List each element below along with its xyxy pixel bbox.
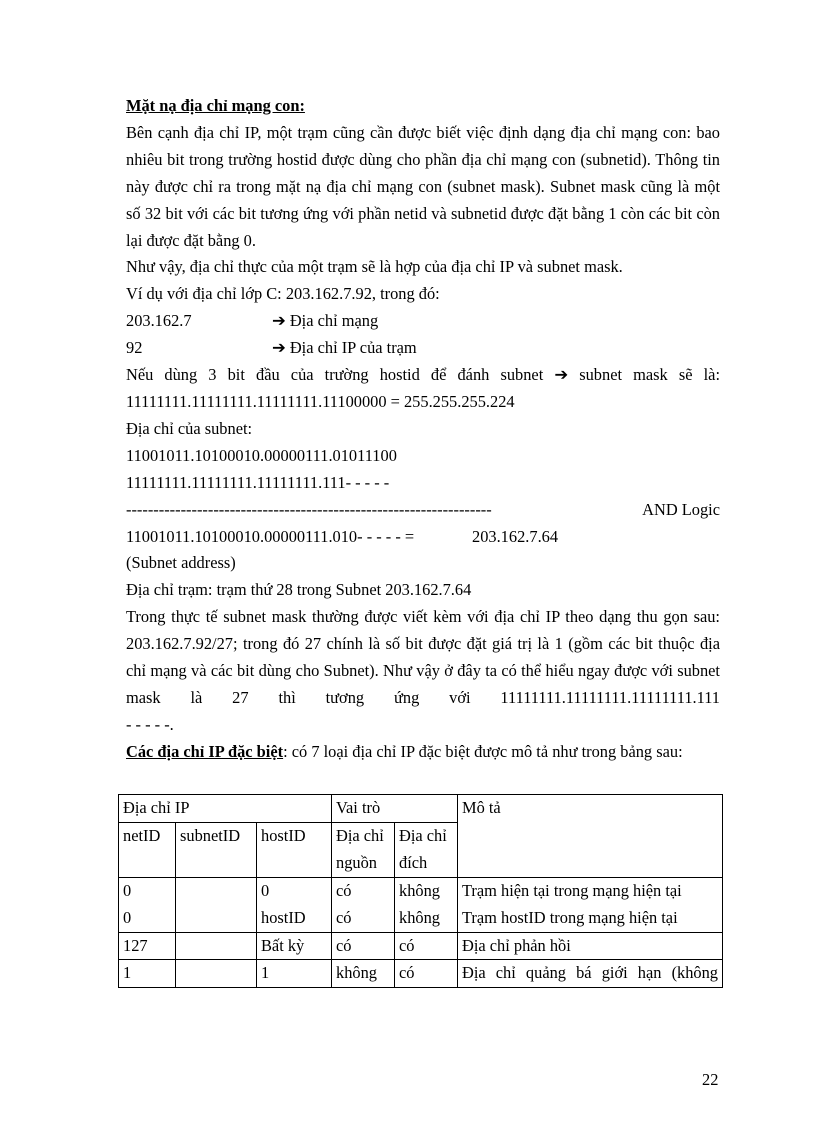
binary-result-row bbox=[126, 524, 720, 551]
cell-desc: Địa chỉ quảng bá giới hạn (không bbox=[458, 960, 723, 988]
cell-subnetid bbox=[176, 877, 257, 904]
arrow-right-icon: ➔ bbox=[272, 311, 286, 331]
paragraph-cidr-tail: - - - - -. bbox=[126, 714, 174, 734]
cell-src: có bbox=[332, 877, 395, 904]
paragraph-subnet-intro: Bên cạnh địa chỉ IP, một trạm cũng cần được biết việc định dạng địa chỉ mạng con: bao nhiêu bit trong trường hostid được dùng cho phần địa chỉ mạng con (subnetid). Thông tin này được chỉ ra trong mặt nạ địa chỉ mạng con (subnet mask). Subnet mask cũng là một số 32 bit với các bit tương ứng với phần netid và subnetid được đặt bằng 1 còn các bit còn lại được đặt bằng 0. bbox=[126, 122, 720, 250]
cell-netid: 0 bbox=[119, 905, 176, 932]
table-row bbox=[119, 960, 723, 988]
and-logic-label: AND Logic bbox=[642, 499, 720, 519]
cell-src: có bbox=[332, 932, 395, 960]
table-row bbox=[119, 877, 723, 904]
example-left: 92 bbox=[126, 338, 143, 358]
example-row-network bbox=[126, 308, 720, 335]
paragraph-cidr: Trong thực tế subnet mask thường được viết kèm với địa chỉ IP theo dạng thu gọn sau: 203.162.7.92/27; trong đó 27 chính là số bit được đặt giá trị là 1 (gồm các bit thuộc địa chỉ mạng và các bit dùng cho Subnet). Như vậy ở đây ta có thể hiểu ngay được với subnet mask là 27 thì tương ứng với 11111111.11111111.11111111.111 bbox=[126, 607, 720, 707]
and-logic-row bbox=[126, 497, 720, 524]
paragraph-example-intro: Ví dụ với địa chỉ lớp C: 203.162.7.92, trong đó: bbox=[126, 284, 440, 304]
example-right: Địa chỉ IP của trạm bbox=[289, 338, 417, 358]
table-header-netid: netID bbox=[119, 822, 176, 877]
paragraph-real-address: Như vậy, địa chỉ thực của một trạm sẽ là hợp của địa chỉ IP và subnet mask. bbox=[126, 257, 623, 277]
cell-netid: 127 bbox=[119, 932, 176, 960]
table-header-ip: Địa chỉ IP bbox=[119, 795, 332, 823]
cell-subnetid bbox=[176, 960, 257, 988]
page-number: 22 bbox=[702, 1070, 719, 1089]
cell-src: không bbox=[332, 960, 395, 988]
subnet-bits-text: Nếu dùng 3 bit đầu của trường hostid để đánh subnet bbox=[126, 365, 544, 385]
cell-desc: Trạm hostID trong mạng hiện tại bbox=[458, 905, 723, 932]
table-header-dst: Địa chỉ đích bbox=[395, 822, 458, 877]
section-heading-subnet-mask: Mặt nạ địa chỉ mạng con: bbox=[126, 96, 305, 115]
binary-mask: 11111111.11111111.11111111.111- - - - - bbox=[126, 472, 390, 492]
cell-hostid: 0 bbox=[257, 877, 332, 904]
table-header-desc: Mô tả bbox=[458, 795, 723, 878]
cell-netid: 0 bbox=[119, 877, 176, 904]
cell-subnetid bbox=[176, 932, 257, 960]
paragraph-special-ip bbox=[126, 739, 720, 766]
table-row bbox=[119, 932, 723, 960]
cell-dst: không bbox=[395, 877, 458, 904]
binary-result: 11001011.10100010.00000111.010- - - - - = bbox=[126, 526, 415, 546]
table-header-hostid: hostID bbox=[257, 822, 332, 877]
page-content bbox=[126, 93, 720, 766]
section-heading-special-ip: Các địa chỉ IP đặc biệt bbox=[126, 741, 284, 761]
arrow-right-icon: ➔ bbox=[554, 365, 569, 385]
arrow-right-icon: ➔ bbox=[272, 338, 286, 358]
example-row-host bbox=[126, 335, 720, 362]
station-address: Địa chỉ trạm: trạm thứ 28 trong Subnet 203.162.7.64 bbox=[126, 580, 472, 600]
cell-hostid: 1 bbox=[257, 960, 332, 988]
cell-src: có bbox=[332, 905, 395, 932]
table-header-subnetid: subnetID bbox=[176, 822, 257, 877]
cell-dst: có bbox=[395, 932, 458, 960]
cell-subnetid bbox=[176, 905, 257, 932]
mask-line: 11111111.11111111.11111111.11100000 = 255.255.255.224 bbox=[126, 391, 515, 411]
result-value: 203.162.7.64 bbox=[472, 526, 559, 546]
special-ip-text: : có 7 loại địa chỉ IP đặc biệt được mô tả như trong bảng sau: bbox=[283, 741, 683, 761]
table-header-row bbox=[119, 795, 723, 823]
cell-hostid: Bất kỳ bbox=[257, 932, 332, 960]
dash-line: ------------------------------------------------------------------- bbox=[126, 499, 492, 519]
example-left: 203.162.7 bbox=[126, 311, 192, 331]
subnet-address-note: (Subnet address) bbox=[126, 553, 236, 573]
cell-hostid: hostID bbox=[257, 905, 332, 932]
cell-dst: không bbox=[395, 905, 458, 932]
cell-dst: có bbox=[395, 960, 458, 988]
cell-desc: Trạm hiện tại trong mạng hiện tại bbox=[458, 877, 723, 904]
table-row bbox=[119, 905, 723, 932]
subnet-address-label: Địa chỉ của subnet: bbox=[126, 418, 253, 438]
subnet-bits-end: subnet mask sẽ là: bbox=[579, 365, 720, 385]
cell-desc: Địa chỉ phản hồi bbox=[458, 932, 723, 960]
binary-ip: 11001011.10100010.00000111.01011100 bbox=[126, 445, 397, 465]
cell-netid: 1 bbox=[119, 960, 176, 988]
special-ip-table bbox=[118, 794, 723, 988]
example-right: Địa chỉ mạng bbox=[289, 311, 379, 331]
table-header-src: Địa chỉ nguồn bbox=[332, 822, 395, 877]
paragraph-subnet-bits bbox=[126, 362, 720, 389]
table-header-role: Vai trò bbox=[332, 795, 458, 823]
